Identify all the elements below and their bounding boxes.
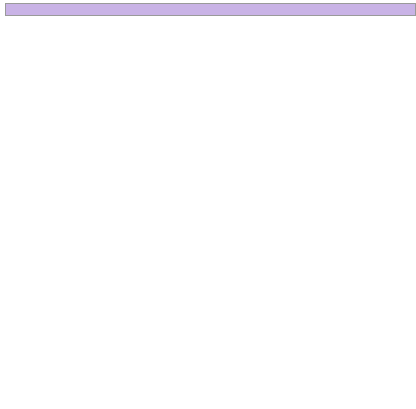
size-chart [5, 3, 416, 16]
size-table [5, 3, 416, 16]
yarn-banner [6, 4, 416, 16]
yarn-banner-row [6, 4, 416, 16]
